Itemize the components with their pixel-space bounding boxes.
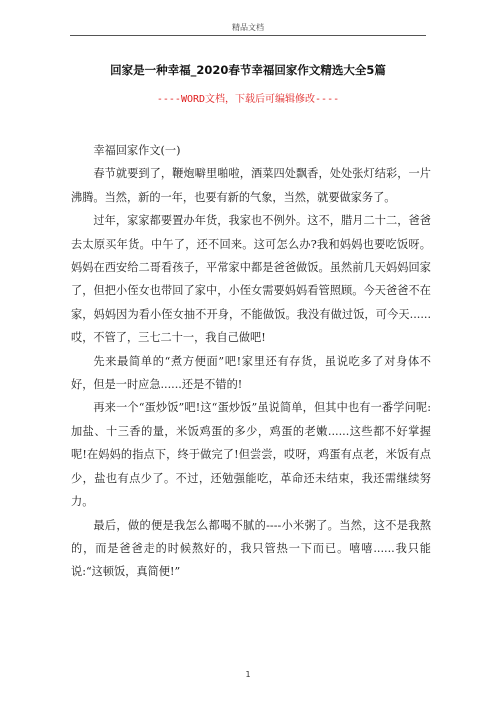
body-paragraph: 过年，家家都要置办年货，我家也不例外。这不，腊月二十二，爸爸去太原买年货。中午了，还不回来。这可怎么办?我和妈妈也要吃饭呀。妈妈在西安给二哥看孩子，平常家中都是爸爸做饭。虽然前几天妈妈回家了，但把小侄女也带回了家中，小侄女需要妈妈看管照顾。今天爸爸不在家，妈妈因为看小侄女抽不开身，不能做饭。我没有做过饭，可今天......哎，不管了，三七二十一，我自己做吧!	[71, 214, 431, 345]
page-header-label: 精品文档	[232, 23, 264, 32]
document-body	[71, 139, 431, 584]
body-paragraph: 先来最简单的“煮方便面”吧!家里还有存货，虽说吃多了对身体不好，但是一时应急......还是不错的!	[71, 354, 431, 392]
body-paragraph: 最后，做的便是我怎么都喝不腻的----小米粥了。当然，这不是我熬的，而是爸爸走的时候熬好的，我只管热一下而已。嘻嘻......我只能说:“这顿饭，真简便!”	[71, 518, 431, 579]
section-heading: 幸福回家作文(一)	[93, 144, 181, 157]
body-paragraph: 春节就要到了，鞭炮噼里啪啦，酒菜四处飘香，处处张灯结彩，一片沸腾。当然，新的一年，也要有新的气象，当然，就要做家务了。	[71, 167, 431, 204]
body-paragraph: 再来一个“蛋炒饭”吧!这“蛋炒饭”虽说简单，但其中也有一番学问呢:加盐、十三香的量，米饭鸡蛋的多少，鸡蛋的老嫩......这些都不好掌握呢!在妈妈的指点下，终于做完了!但尝尝，哎呀，鸡蛋有点老，米饭有点少，盐也有点少了。不过，还勉强能吃，革命还未结束，我还需继续努力。	[71, 401, 431, 509]
document-title: 回家是一种幸福_2020春节幸福回家作文精选大全5篇	[110, 63, 386, 77]
document-subtitle: ----WORD文档，下载后可编辑修改----	[156, 94, 340, 105]
header-divider	[70, 35, 426, 36]
page-number: 1	[245, 670, 251, 679]
